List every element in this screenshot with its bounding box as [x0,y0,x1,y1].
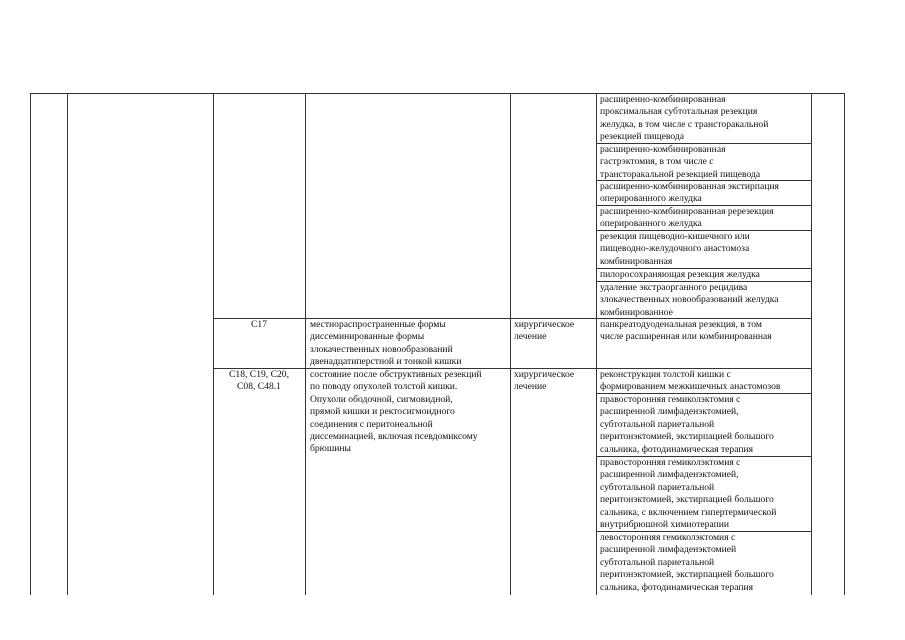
method-cell: правосторонняя гемиколэктомия с расширенной лимфаденэктомией, субтотальной париетальной перитонэктомией, экстирпацией большого сальника, с включением гипертермической внутрибрюшной химиотерапии [600,457,777,531]
method-cell: реконструкция толстой кишки с формированием межкишечных анастомозов [600,369,781,393]
treatment-cell: хирургическое лечение [514,319,575,343]
treatment-cell: хирургическое лечение [514,369,575,393]
icd-code-cell: C17 [251,319,267,330]
column-divider [596,93,597,595]
method-cell: расширенно-комбинированная экстирпация оперированного желудка [600,181,779,205]
condition-cell: состояние после обструктивных резекций по поводу опухолей толстой кишки. Опухоли ободочной, сигмовидной, прямой кишки и ректосигмоидного соединения с перитонеальной диссеминацией, включая псевдомиксому брюшины [310,369,482,455]
method-cell: расширенно-комбинированная ререзекция оперированного желудка [600,206,774,230]
method-cell: расширенно-комбинированная гастрэктомия, в том числе с трансторакальной резекцией пищевода [600,144,761,180]
method-cell: пилоросохраняющая резекция желудка [600,269,760,280]
method-cell: резекция пищеводно-кишечного или пищеводно-желудочного анастомоза комбинированная [600,231,750,267]
column-divider [67,93,68,595]
method-cell: расширенно-комбинированная проксимальная субтотальная резекция желудка, в том числе с трансторакальной резекцией пищевода [600,94,769,143]
column-divider [510,93,511,595]
column-divider [305,93,306,595]
icd-code-cell: C18, C19, C20, C08, C48.1 [229,369,289,393]
column-divider [811,93,812,595]
method-cell: левосторонняя гемиколэктомия с расширенной лимфаденэктомией субтотальной париетальной перитонэктомией, экстирпацией большого сальника, фотодинамическая терапия [600,532,774,593]
column-divider [213,93,214,595]
method-cell: удаление экстраорганного рецидива злокачественных новообразований желудка комбинированное [600,282,779,318]
method-cell: панкреатодуоденальная резекция, в том числе расширенная или комбинированная [600,319,772,343]
condition-cell: местнораспространенные формы диссеминированные формы злокачественных новообразований двенадцатиперстной и тонкой кишки [310,319,462,368]
method-cell: правосторонняя гемиколэктомия с расширенной лимфаденэктомией, субтотальной париетальной перитонэктомией, экстирпацией большого сальника, фотодинамическая терапия [600,394,774,455]
